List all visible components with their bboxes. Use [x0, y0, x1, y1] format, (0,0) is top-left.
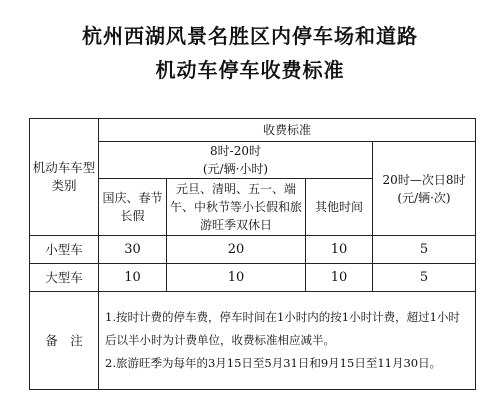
table-cell: 10 [306, 264, 373, 292]
col-holiday-header: 国庆、春节长假 [99, 179, 167, 236]
vehicle-type-header: 机动车车型类别 [30, 119, 99, 236]
table-cell: 5 [373, 236, 476, 264]
night-header-cell [373, 142, 476, 236]
note-item: 2.旅游旺季为每年的3月15日至5月31日和9月15日至11月30日。 [105, 356, 442, 370]
col-festival-header: 元旦、清明、五一、端午、中秋节等小长假和旅游旺季双休日 [167, 179, 306, 236]
note-item: 1.按时计费的停车费，停车时间在1小时内的按1小时计费，超过1小时后以半小时为计费单位，收费标准相应减半。 [105, 310, 460, 347]
notes-label: 备 注 [30, 292, 99, 390]
table-cell: 10 [167, 264, 306, 292]
table-cell: 20 [167, 236, 306, 264]
table-cell: 10 [306, 236, 373, 264]
table-cell: 30 [99, 236, 167, 264]
notes-cell [99, 292, 476, 390]
fee-standard-header: 收费标准 [99, 119, 476, 142]
header-row-1 [30, 119, 476, 142]
daytime-header: 8时-20时 [210, 144, 261, 158]
table-cell: 10 [99, 264, 167, 292]
row-label: 大型车 [30, 264, 99, 292]
daytime-header-cell [99, 142, 373, 179]
night-unit: (元/辆·次) [397, 190, 451, 205]
col-other-header: 其他时间 [306, 179, 373, 236]
parking-fee-table [29, 118, 476, 390]
notes-row [30, 292, 476, 390]
night-header: 20时—次日8时 [382, 172, 466, 187]
row-label: 小型车 [30, 236, 99, 264]
table-row [30, 236, 476, 264]
table-cell: 5 [373, 264, 476, 292]
document-title-line1: 杭州西湖风景名胜区内停车场和道路 [82, 24, 418, 48]
daytime-unit: (元/辆·小时) [202, 162, 269, 176]
document-title-line2: 机动车停车收费标准 [155, 58, 345, 82]
table-row [30, 264, 476, 292]
